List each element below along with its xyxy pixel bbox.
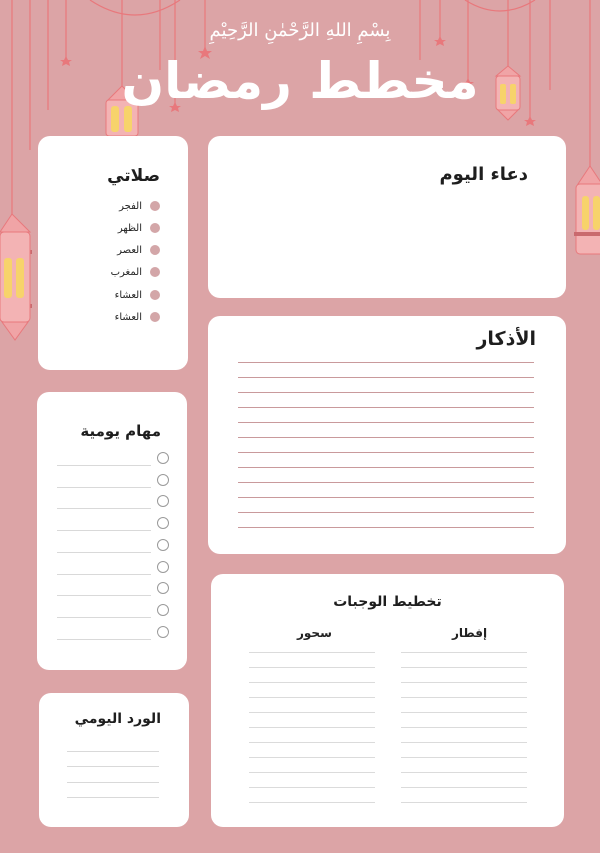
iftar-line[interactable] — [401, 682, 527, 683]
writing-line[interactable] — [238, 467, 534, 468]
task-checkbox-icon[interactable] — [157, 561, 169, 573]
iftar-label: إفطار — [452, 626, 488, 640]
suhoor-line[interactable] — [249, 802, 375, 803]
writing-line[interactable] — [238, 422, 534, 423]
task-checkbox-icon[interactable] — [157, 604, 169, 616]
checkbox-dot-icon[interactable] — [150, 245, 160, 255]
writing-line[interactable] — [238, 512, 534, 513]
iftar-line[interactable] — [401, 697, 527, 698]
daily-wird-card — [39, 693, 189, 827]
prayer-label: العصر — [117, 244, 142, 256]
iftar-line[interactable] — [401, 667, 527, 668]
prayer-item[interactable] — [111, 262, 160, 282]
writing-line[interactable] — [238, 482, 534, 483]
checkbox-dot-icon[interactable] — [150, 201, 160, 211]
suhoor-line[interactable] — [249, 757, 375, 758]
task-row[interactable] — [57, 604, 169, 618]
task-checkbox-icon[interactable] — [157, 474, 169, 486]
daily-tasks-card — [37, 392, 187, 670]
task-line[interactable] — [57, 530, 151, 531]
task-checkbox-icon[interactable] — [157, 517, 169, 529]
prayer-label: الظهر — [117, 222, 142, 234]
writing-line[interactable] — [238, 497, 534, 498]
prayer-label: الفجر — [119, 200, 142, 212]
writing-line[interactable] — [238, 392, 534, 393]
wird-line[interactable] — [67, 782, 159, 783]
tasks-title: مهام يومية — [80, 422, 161, 440]
task-row[interactable] — [57, 626, 169, 640]
task-line[interactable] — [57, 639, 151, 640]
iftar-line[interactable] — [401, 772, 527, 773]
suhoor-line[interactable] — [249, 787, 375, 788]
task-row[interactable] — [57, 539, 169, 553]
task-line[interactable] — [57, 465, 151, 466]
suhoor-line[interactable] — [249, 742, 375, 743]
dua-card[interactable] — [208, 136, 566, 298]
task-row[interactable] — [57, 517, 169, 531]
prayer-label: العشاء — [114, 289, 142, 301]
suhoor-line[interactable] — [249, 727, 375, 728]
suhoor-line[interactable] — [249, 667, 375, 668]
task-row[interactable] — [57, 452, 169, 466]
lantern-icon — [574, 166, 600, 254]
suhoor-label: سحور — [297, 626, 332, 640]
task-row[interactable] — [57, 495, 169, 509]
prayer-label: المغرب — [110, 266, 142, 278]
iftar-line[interactable] — [401, 742, 527, 743]
wird-line[interactable] — [67, 766, 159, 767]
task-checkbox-icon[interactable] — [157, 452, 169, 464]
task-line[interactable] — [57, 487, 151, 488]
writing-line[interactable] — [238, 527, 534, 528]
writing-line[interactable] — [238, 437, 534, 438]
suhoor-line[interactable] — [249, 652, 375, 653]
task-row[interactable] — [57, 582, 169, 596]
task-row[interactable] — [57, 561, 169, 575]
iftar-line[interactable] — [401, 727, 527, 728]
suhoor-line[interactable] — [249, 682, 375, 683]
lantern-icon — [0, 214, 32, 340]
task-line[interactable] — [57, 552, 151, 553]
task-line[interactable] — [57, 595, 151, 596]
prayer-item[interactable] — [118, 218, 160, 238]
writing-line[interactable] — [238, 407, 534, 408]
page-title: مخطط رمضان — [121, 52, 479, 110]
iftar-line[interactable] — [401, 712, 527, 713]
prayers-card — [38, 136, 188, 370]
suhoor-line[interactable] — [249, 772, 375, 773]
basmala: بِسْمِ اللهِ الرَّحْمٰنِ الرَّحِيْمِ — [209, 20, 391, 41]
task-checkbox-icon[interactable] — [157, 626, 169, 638]
checkbox-dot-icon[interactable] — [150, 223, 160, 233]
checkbox-dot-icon[interactable] — [150, 267, 160, 277]
task-checkbox-icon[interactable] — [157, 495, 169, 507]
meals-title: تخطيط الوجبات — [333, 594, 442, 610]
checkbox-dot-icon[interactable] — [150, 290, 160, 300]
prayer-item[interactable] — [119, 196, 160, 216]
task-line[interactable] — [57, 574, 151, 575]
suhoor-line[interactable] — [249, 697, 375, 698]
prayers-title: صلاتي — [107, 166, 160, 186]
task-checkbox-icon[interactable] — [157, 539, 169, 551]
writing-line[interactable] — [238, 377, 534, 378]
dua-title: دعاء اليوم — [439, 164, 528, 185]
checkbox-dot-icon[interactable] — [150, 312, 160, 322]
prayer-item[interactable] — [115, 307, 160, 327]
task-row[interactable] — [57, 474, 169, 488]
task-line[interactable] — [57, 617, 151, 618]
adhkar-title: الأذكار — [476, 328, 536, 350]
task-checkbox-icon[interactable] — [157, 582, 169, 594]
wird-line[interactable] — [67, 797, 159, 798]
prayer-item[interactable] — [115, 285, 160, 305]
iftar-line[interactable] — [401, 652, 527, 653]
iftar-line[interactable] — [401, 757, 527, 758]
task-line[interactable] — [57, 508, 151, 509]
suhoor-line[interactable] — [249, 712, 375, 713]
wird-line[interactable] — [67, 751, 159, 752]
iftar-line[interactable] — [401, 802, 527, 803]
meal-planning-card — [211, 574, 564, 827]
prayer-item[interactable] — [117, 240, 160, 260]
wird-title: الورد اليومي — [74, 711, 161, 727]
iftar-line[interactable] — [401, 787, 527, 788]
adhkar-card[interactable] — [208, 316, 566, 554]
writing-line[interactable] — [238, 452, 534, 453]
prayer-label: العشاء — [114, 311, 142, 323]
writing-line[interactable] — [238, 362, 534, 363]
